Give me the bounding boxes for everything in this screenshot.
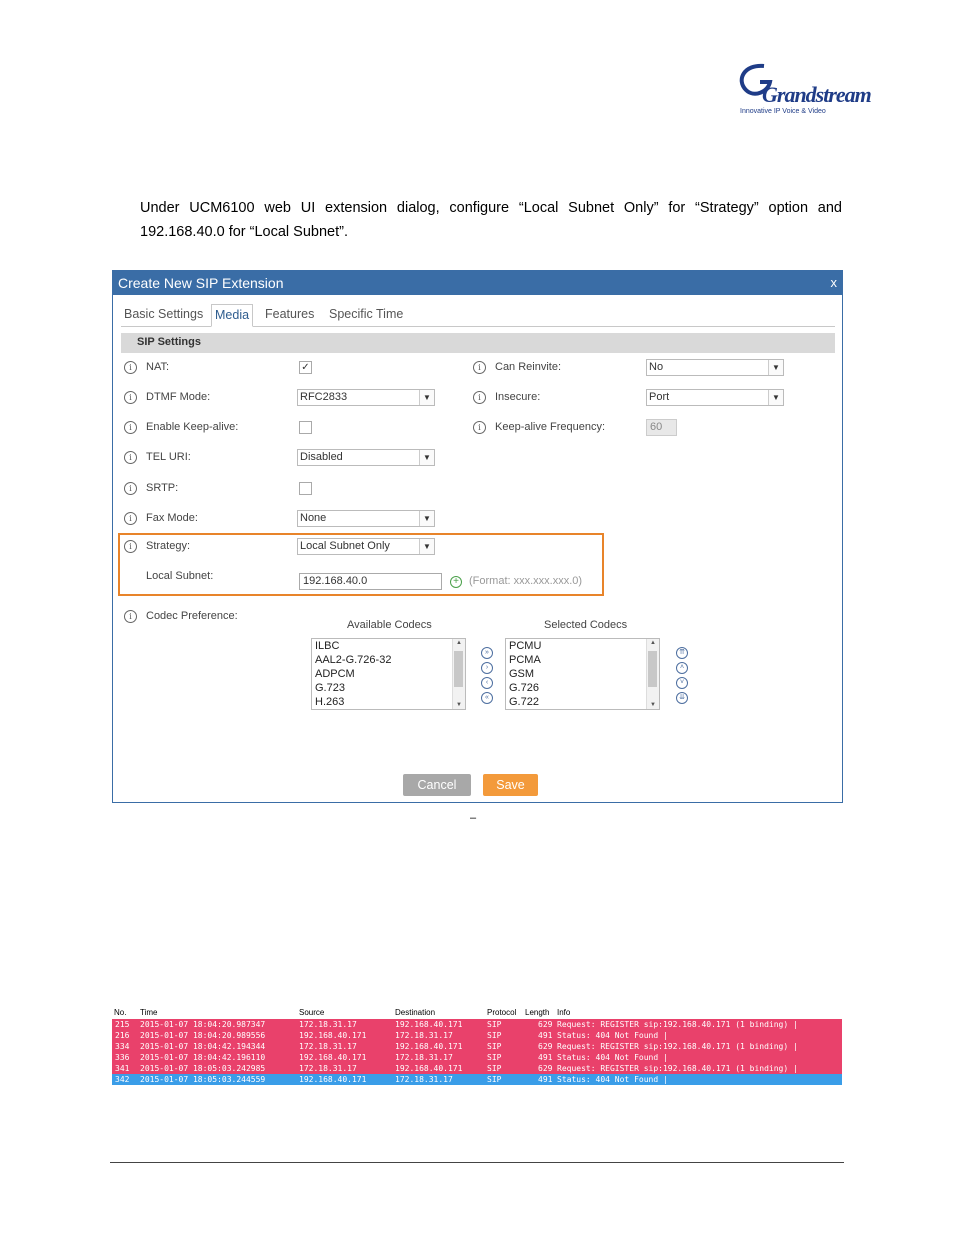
keepalive-frequency-label: Keep-alive Frequency:	[495, 421, 606, 433]
packet-capture-table	[112, 1008, 842, 1086]
cell-time: 2015-01-07 18:04:20.987347	[140, 1020, 266, 1029]
cell-no: 341	[115, 1064, 130, 1073]
table-row[interactable]	[112, 1030, 842, 1041]
list-item[interactable]: ILBC	[315, 640, 340, 652]
tel-uri-select[interactable]	[297, 449, 435, 466]
cell-no: 215	[115, 1020, 130, 1029]
move-right-icon[interactable]: ›	[481, 662, 493, 674]
cell-dst: 172.18.31.17	[395, 1075, 453, 1084]
can-reinvite-value: No	[649, 361, 664, 373]
strategy-select[interactable]	[297, 538, 435, 555]
table-header	[112, 1008, 842, 1019]
table-row[interactable]	[112, 1019, 842, 1030]
cell-src: 172.18.31.17	[299, 1064, 357, 1073]
cell-info: Status: 404 Not Found |	[557, 1075, 668, 1084]
list-item[interactable]: H.263	[315, 696, 345, 708]
cell-src: 192.168.40.171	[299, 1053, 367, 1062]
cell-dst: 172.18.31.17	[395, 1053, 453, 1062]
scroll-up-icon[interactable]: ▲	[456, 640, 462, 646]
cell-proto: SIP	[487, 1075, 502, 1084]
available-codecs-title: Available Codecs	[347, 619, 432, 631]
fax-mode-select[interactable]	[297, 510, 435, 527]
cell-info: Request: REGISTER sip:192.168.40.171 (1 binding) |	[557, 1064, 798, 1073]
srtp-checkbox[interactable]	[299, 482, 312, 495]
cell-dst: 192.168.40.171	[395, 1042, 463, 1051]
dialog-title-bar	[113, 271, 842, 295]
close-icon[interactable]: x	[830, 275, 837, 290]
dtmf-mode-label: DTMF Mode:	[146, 391, 211, 403]
cell-len: 629	[538, 1020, 553, 1029]
info-icon[interactable]: i	[473, 421, 486, 434]
cell-time: 2015-01-07 18:04:42.196110	[140, 1053, 266, 1062]
move-bottom-icon[interactable]: ⇊	[676, 692, 688, 704]
list-item[interactable]: ADPCM	[315, 668, 355, 680]
list-item[interactable]: G.726	[509, 682, 539, 694]
chevron-down-icon: ▼	[419, 390, 434, 405]
cell-info: Status: 404 Not Found |	[557, 1053, 668, 1062]
cell-len: 629	[538, 1064, 553, 1073]
enable-keepalive-checkbox[interactable]	[299, 421, 312, 434]
info-icon[interactable]: i	[124, 361, 137, 374]
cancel-button[interactable]: Cancel	[403, 774, 471, 796]
scroll-thumb[interactable]	[648, 651, 657, 687]
chevron-down-icon: ▼	[419, 511, 434, 526]
logo-tagline: Innovative IP Voice & Video	[740, 108, 826, 115]
footer-rule	[110, 1162, 844, 1163]
cell-no: 342	[115, 1075, 130, 1084]
cell-info: Status: 404 Not Found |	[557, 1031, 668, 1040]
dialog-title: Create New SIP Extension	[118, 275, 284, 291]
list-item[interactable]: G.722	[509, 696, 539, 708]
cell-time: 2015-01-07 18:05:03.242985	[140, 1064, 266, 1073]
cell-dst: 172.18.31.17	[395, 1031, 453, 1040]
info-icon[interactable]: i	[124, 451, 137, 464]
info-icon[interactable]: i	[124, 610, 137, 623]
info-icon[interactable]: i	[473, 361, 486, 374]
keepalive-frequency-input[interactable]: 60	[646, 419, 677, 436]
nat-checkbox[interactable]: ✓	[299, 361, 312, 374]
info-icon[interactable]: i	[124, 512, 137, 525]
local-subnet-label: Local Subnet:	[146, 570, 214, 582]
enable-keepalive-label: Enable Keep-alive:	[146, 421, 239, 433]
cell-src: 172.18.31.17	[299, 1020, 357, 1029]
chevron-down-icon: ▼	[419, 450, 434, 465]
tab-media[interactable]: Media	[211, 304, 253, 327]
table-row[interactable]	[112, 1074, 842, 1085]
section-title: SIP Settings	[137, 336, 201, 348]
info-icon[interactable]: i	[124, 482, 137, 495]
scroll-down-icon[interactable]: ▼	[650, 702, 656, 708]
list-item[interactable]: GSM	[509, 668, 535, 680]
info-icon[interactable]: i	[124, 421, 137, 434]
fax-mode-label: Fax Mode:	[146, 512, 198, 524]
scrollbar[interactable]	[452, 639, 465, 709]
available-codecs-list[interactable]	[311, 638, 466, 710]
move-down-icon[interactable]: ˅	[676, 677, 688, 689]
intro-paragraph: Under UCM6100 web UI extension dialog, configure “Local Subnet Only” for “Strategy” option and 192.168.40.0 for “Local Subnet”.	[140, 200, 842, 240]
scroll-thumb[interactable]	[454, 651, 463, 687]
add-subnet-icon[interactable]: +	[450, 576, 462, 588]
cell-dst: 192.168.40.171	[395, 1064, 463, 1073]
col-destination: Destination	[395, 1008, 436, 1017]
cell-info: Request: REGISTER sip:192.168.40.171 (1 binding) |	[557, 1020, 798, 1029]
insecure-select[interactable]	[646, 389, 784, 406]
col-no: No.	[114, 1008, 127, 1017]
selected-codecs-title: Selected Codecs	[544, 619, 628, 631]
dtmf-mode-value: RFC2833	[300, 391, 348, 403]
chevron-down-icon: ▼	[768, 360, 783, 375]
cell-no: 216	[115, 1031, 130, 1040]
tel-uri-label: TEL URI:	[146, 451, 191, 463]
save-button[interactable]: Save	[483, 774, 538, 796]
nat-label: NAT:	[146, 361, 170, 373]
table-row[interactable]	[112, 1052, 842, 1063]
section-header	[121, 333, 835, 353]
selected-codecs-list[interactable]	[505, 638, 660, 710]
tel-uri-value: Disabled	[300, 451, 343, 463]
info-icon[interactable]: i	[124, 540, 137, 553]
list-item[interactable]: PCMU	[509, 640, 542, 652]
tab-specific-time[interactable]: Specific Time	[329, 307, 404, 321]
list-item[interactable]: AAL2-G.726-32	[315, 654, 392, 666]
create-sip-extension-dialog	[112, 270, 843, 803]
move-all-left-icon[interactable]: «	[481, 692, 493, 704]
scrollbar[interactable]	[646, 639, 659, 709]
col-source: Source	[299, 1008, 325, 1017]
list-item[interactable]: PCMA	[509, 654, 541, 666]
col-time: Time	[140, 1008, 158, 1017]
move-up-icon[interactable]: ˄	[676, 662, 688, 674]
info-icon[interactable]: i	[124, 391, 137, 404]
logo-brand: Grandstream	[762, 82, 871, 107]
grandstream-logo	[734, 60, 871, 122]
cell-no: 334	[115, 1042, 130, 1051]
cell-src: 172.18.31.17	[299, 1042, 357, 1051]
table-row[interactable]	[112, 1063, 842, 1074]
strategy-label: Strategy:	[146, 540, 191, 552]
cell-dst: 192.168.40.171	[395, 1020, 463, 1029]
cell-len: 491	[538, 1075, 553, 1084]
chevron-down-icon: ▼	[768, 390, 783, 405]
cell-proto: SIP	[487, 1031, 502, 1040]
info-icon[interactable]: i	[473, 391, 486, 404]
local-subnet-format-hint: (Format: xxx.xxx.xxx.0)	[469, 575, 583, 587]
cell-proto: SIP	[487, 1020, 502, 1029]
insecure-label: Insecure:	[495, 391, 541, 403]
tab-features[interactable]: Features	[265, 307, 315, 321]
strategy-value: Local Subnet Only	[300, 540, 390, 552]
cell-src: 192.168.40.171	[299, 1031, 367, 1040]
cell-len: 491	[538, 1031, 553, 1040]
move-all-right-icon[interactable]: »	[481, 647, 493, 659]
cell-len: 491	[538, 1053, 553, 1062]
col-length: Length	[525, 1008, 550, 1017]
codec-preference-label: Codec Preference:	[146, 610, 238, 622]
move-top-icon[interactable]: ⇈	[676, 647, 688, 659]
cell-info: Request: REGISTER sip:192.168.40.171 (1 binding) |	[557, 1042, 798, 1051]
cell-no: 336	[115, 1053, 130, 1062]
caption-dash: –	[470, 812, 477, 824]
cell-time: 2015-01-07 18:05:03.244559	[140, 1075, 266, 1084]
scroll-down-icon[interactable]: ▼	[456, 702, 462, 708]
move-left-icon[interactable]: ‹	[481, 677, 493, 689]
table-row[interactable]	[112, 1041, 842, 1052]
scroll-up-icon[interactable]: ▲	[650, 640, 656, 646]
col-info: Info	[557, 1008, 571, 1017]
tab-bar	[121, 304, 835, 327]
cell-proto: SIP	[487, 1064, 502, 1073]
local-subnet-input[interactable]: 192.168.40.0	[299, 573, 442, 590]
chevron-down-icon: ▼	[419, 539, 434, 554]
cell-src: 192.168.40.171	[299, 1075, 367, 1084]
cell-len: 629	[538, 1042, 553, 1051]
insecure-value: Port	[649, 391, 670, 403]
can-reinvite-label: Can Reinvite:	[495, 361, 562, 373]
cell-proto: SIP	[487, 1042, 502, 1051]
srtp-label: SRTP:	[146, 482, 179, 494]
list-item[interactable]: G.723	[315, 682, 345, 694]
dtmf-mode-select[interactable]	[297, 389, 435, 406]
cell-time: 2015-01-07 18:04:42.194344	[140, 1042, 266, 1051]
cell-proto: SIP	[487, 1053, 502, 1062]
can-reinvite-select[interactable]	[646, 359, 784, 376]
fax-mode-value: None	[300, 512, 327, 524]
col-protocol: Protocol	[487, 1008, 517, 1017]
cell-time: 2015-01-07 18:04:20.989556	[140, 1031, 266, 1040]
tab-basic-settings[interactable]: Basic Settings	[124, 307, 204, 321]
